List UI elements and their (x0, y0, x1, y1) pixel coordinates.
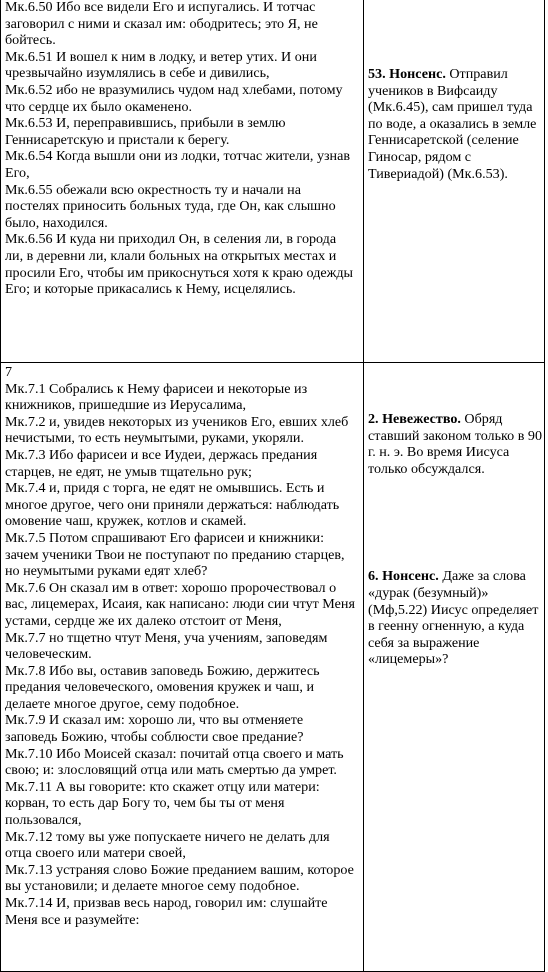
scripture-line: предания человеческого, омовения кружек и чаш, и (5, 679, 314, 696)
scripture-line: Мк.7.5 Потом спрашивают Его фарисеи и книжники: (5, 529, 324, 546)
scripture-line: Мк.6.54 Когда вышли они из лодки, тотчас жители, узнав (5, 148, 351, 165)
scripture-line: Геннисаретскую и пристали к берегу. (5, 131, 230, 148)
scripture-line: Мк.7.14 И, призвав весь народ, говорил им: слушайте (5, 895, 328, 911)
scripture-line: Мк.6.51 И вошел к ним в лодку, и ветер утих. И они (5, 48, 317, 65)
scripture-line: Мк.7.1 Собрались к Нему фарисеи и некоторые из (5, 380, 308, 397)
scripture-line: книжников, пришедшие из Иерусалима, (5, 397, 246, 414)
commentary-cell (364, 0, 545, 363)
scripture-line: что сердце их было окаменено. (5, 98, 193, 115)
scripture-line: Его; и которые прикасались к Нему, исцелялись. (5, 281, 296, 298)
scripture-line: свою; и: злословящий отца или мать смертью да умрет. (5, 762, 337, 779)
commentary-cell (364, 363, 545, 972)
scripture-line: Мк.7.7 но тщетно чтут Меня, уча учениям, заповедям (5, 629, 328, 646)
table-row (1, 0, 545, 363)
note-text: Обряд ставший законом только в 90 г. н. э. Во время Иисуса только обсуждался. (368, 411, 542, 477)
commentary-note (368, 411, 544, 477)
scripture-line: корван, то есть дар Богу то, чем бы ты от меня (5, 795, 285, 812)
scripture-cell (1, 0, 364, 363)
note-text: Даже за слова «дурак (безумный)» (Мф,5.22) Иисус определяет в геенну огненную, а куда себя за выражение «лицемеры»? (368, 568, 539, 668)
scripture-line: нечистыми, то есть неумытыми, руками, укоряли. (5, 430, 304, 447)
table-row (1, 363, 545, 972)
scripture-line: Мк.6.53 И, переправившись, прибыли в землю (5, 115, 286, 132)
scripture-line: старцев, не едят, не умыв тщательно рук; (5, 463, 252, 480)
scripture-line: зачем ученики Твои не поступают по преданию старцев, (5, 546, 345, 563)
scripture-line: устами, сердце же их далеко отстоит от Меня, (5, 612, 282, 629)
scripture-line: Мк.7.9 И сказал им: хорошо ли, что вы отменяете (5, 712, 304, 729)
chapter-number: 7 (5, 364, 13, 380)
scripture-line: Мк.7.6 Он сказал им в ответ: хорошо пророчествовал о (5, 579, 337, 596)
note-text: Отправил учеников в Вифсаиду (Мк.6.45), сам пришел туда по воде, а оказались в земле Геннисаретской (селение Гиносар, рядом с Тивериадой) (Мк.6.53). (368, 66, 537, 182)
scripture-line: многое другое, чего они приняли держаться: наблюдать (5, 496, 340, 513)
note-heading: 2. Невежество. (368, 411, 461, 427)
scripture-line: вас, лицемерах, Исаия, как написано: люди сии чтут Меня (5, 596, 355, 613)
scripture-line: пользовался, (5, 812, 82, 829)
commentary-note (368, 568, 544, 668)
scripture-line: заговорил с ними и сказал им: ободритесь; это Я, не (5, 15, 318, 32)
scripture-line: бойтесь. (5, 32, 56, 49)
scripture-line: Меня все и разумейте: (5, 911, 140, 928)
scripture-line: Мк.7.3 Ибо фарисеи и все Иудеи, держась предания (5, 446, 318, 463)
scripture-line: вы установили; и делаете многое сему подобное. (5, 878, 300, 895)
scripture-line: омовение чаш, кружек, котлов и скамей. (5, 513, 247, 530)
scripture-line: Мк.7.10 Ибо Моисей сказал: почитай отца своего и мать (5, 745, 344, 762)
scripture-line: заповедь Божию, чтобы соблюсти свое предание? (5, 729, 304, 746)
scripture-line: делаете многое другое, сему подобное. (5, 695, 240, 712)
scripture-line: Мк.6.50 Ибо все видели Его и испугались. И тотчас (5, 0, 316, 15)
scripture-line: было, находился. (5, 214, 108, 231)
scripture-line: Мк.6.56 И куда ни приходил Он, в селения ли, в города (5, 231, 337, 248)
scripture-line: Мк.7.11 А вы говорите: кто скажет отцу или матери: (5, 778, 320, 795)
scripture-line: человеческим. (5, 646, 92, 663)
note-heading: 6. Нонсенс. (368, 568, 439, 585)
note-heading: 53. Нонсенс. (368, 66, 446, 82)
scripture-line: Мк.7.2 и, увидев некоторых из учеников Его, евших хлеб (5, 413, 349, 430)
scripture-line: отца своего или матери своей, (5, 845, 186, 862)
scripture-line: Мк.7.12 тому вы уже попускаете ничего не делать для (5, 828, 330, 845)
scripture-line: просили Его, чтобы им прикоснуться хотя к краю одежды (5, 264, 353, 281)
scripture-line: но неумытыми руками едят хлеб? (5, 563, 208, 580)
scripture-line: чрезвычайно изумлялись в себе и дивились, (5, 65, 270, 82)
scripture-line: Его, (5, 164, 30, 181)
scripture-cell (1, 363, 364, 972)
scripture-line: Мк.7.13 устраняя слово Божие преданием вашим, которое (5, 861, 354, 878)
commentary-note (368, 66, 544, 182)
scripture-line: Мк.7.8 Ибо вы, оставив заповедь Божию, держитесь (5, 662, 320, 679)
scripture-line: Мк.7.4 и, придя с торга, не едят не омывшись. Есть и (5, 480, 325, 497)
scripture-line: Мк.6.55 обежали всю окрестность ту и начали на (5, 181, 301, 198)
scripture-line: ли, в деревни ли, клали больных на открытых местах и (5, 247, 337, 264)
scripture-line: Мк.6.52 ибо не вразумились чудом над хлебами, потому (5, 81, 343, 98)
scripture-line: постелях приносить больных туда, где Он, как слышно (5, 198, 336, 215)
